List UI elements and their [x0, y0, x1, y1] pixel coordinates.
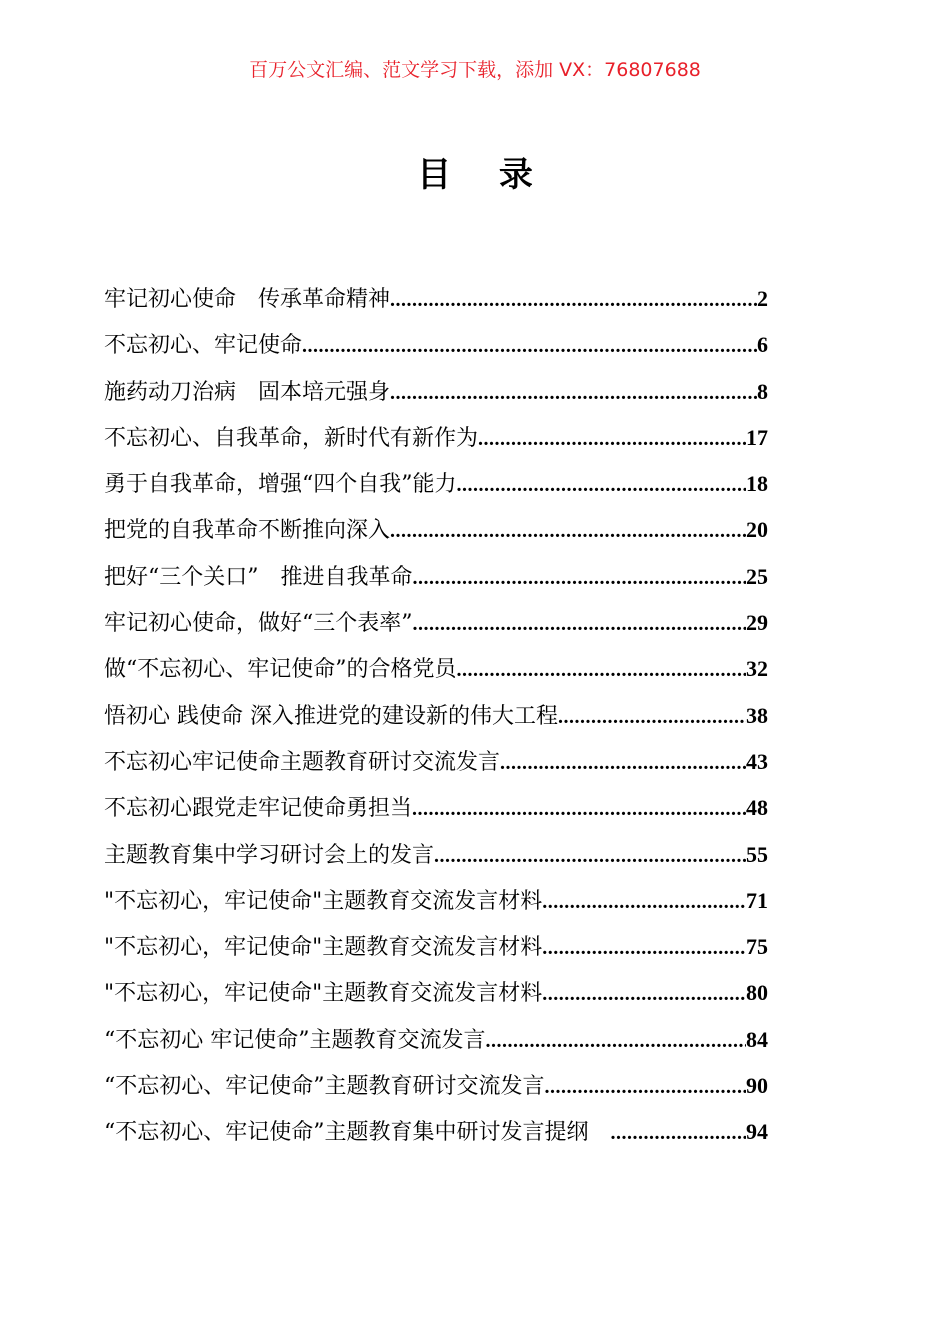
- toc-item-title: 牢记初心使命，做好“三个表率”: [104, 611, 413, 637]
- toc-item[interactable]: [104, 1115, 768, 1161]
- toc-item-title: 不忘初心跟党走牢记使命勇担当: [104, 796, 413, 822]
- toc-item[interactable]: [104, 1023, 768, 1069]
- toc-leader-dots: [457, 474, 747, 497]
- toc-item[interactable]: [104, 838, 768, 884]
- toc-item-page: 38: [746, 702, 768, 728]
- toc-item-title: “不忘初心、牢记使命”主题教育集中研讨发言提纲: [104, 1120, 611, 1146]
- toc-leader-dots: [542, 937, 746, 960]
- toc-item-page: 20: [746, 517, 768, 543]
- toc-item[interactable]: [104, 513, 768, 559]
- toc-item[interactable]: [104, 930, 768, 976]
- toc-item-title: "不忘初心，牢记使命"主题教育交流发言材料: [104, 935, 543, 961]
- toc-item[interactable]: [104, 699, 768, 745]
- toc-item-page: 8: [757, 378, 768, 404]
- toc-item-page: 90: [746, 1073, 768, 1099]
- toc-item-page: 32: [746, 656, 768, 682]
- toc-item-title: 不忘初心、牢记使命: [104, 333, 303, 359]
- toc-item-page: 84: [746, 1026, 768, 1052]
- toc-item-page: 43: [746, 748, 768, 774]
- toc-leader-dots: [478, 428, 746, 451]
- toc-item-page: 94: [746, 1119, 768, 1145]
- toc-item-page: 29: [746, 610, 768, 636]
- toc-item[interactable]: [104, 375, 768, 421]
- toc-item-title: 勇于自我革命，增强“四个自我”能力: [104, 472, 457, 498]
- toc-item-title: "不忘初心，牢记使命"主题教育交流发言材料: [104, 888, 543, 914]
- toc-item-title: 把好“三个关口” 推进自我革命: [104, 564, 413, 590]
- header-watermark-note: 百万公文汇编、范文学习下载，添加 VX：76807688: [249, 59, 701, 81]
- toc-item-page: 55: [746, 841, 768, 867]
- toc-item-page: 80: [746, 980, 768, 1006]
- toc-title: 目 录: [417, 155, 551, 195]
- toc-item[interactable]: [104, 328, 768, 374]
- toc-leader-dots: [545, 1076, 747, 1099]
- toc-item[interactable]: [104, 652, 768, 698]
- toc-leader-dots: [412, 798, 746, 821]
- toc-leader-dots: [558, 706, 746, 729]
- toc-leader-dots: [390, 520, 746, 543]
- toc-leader-dots: [390, 382, 757, 405]
- toc-item-title: 主题教育集中学习研讨会上的发言: [104, 842, 435, 868]
- toc-leader-dots: [457, 659, 747, 682]
- toc-item[interactable]: [104, 282, 768, 328]
- toc-item-title: 不忘初心牢记使命主题教育研讨交流发言: [104, 749, 501, 775]
- toc-item-title: 做“不忘初心、牢记使命”的合格党员: [104, 657, 457, 683]
- toc-item-title: “不忘初心、牢记使命”主题教育研讨交流发言: [104, 1074, 545, 1100]
- toc-item-page: 75: [746, 934, 768, 960]
- toc-item-page: 18: [746, 471, 768, 497]
- toc-leader-dots: [413, 567, 747, 590]
- toc-leader-dots: [500, 752, 746, 775]
- toc-item[interactable]: [104, 1069, 768, 1115]
- toc-item-title: 悟初心 践使命 深入推进党的建设新的伟大工程: [104, 703, 558, 729]
- toc-item[interactable]: [104, 421, 768, 467]
- toc-leader-dots: [302, 335, 757, 358]
- toc-list: [104, 282, 768, 1162]
- toc-leader-dots: [611, 1122, 747, 1145]
- toc-item[interactable]: [104, 560, 768, 606]
- toc-item[interactable]: [104, 745, 768, 791]
- toc-item-title: 施药动刀治病 固本培元强身: [104, 379, 391, 405]
- toc-item-title: “不忘初心 牢记使命”主题教育交流发言: [104, 1027, 486, 1053]
- toc-leader-dots: [413, 613, 747, 636]
- toc-item[interactable]: [104, 467, 768, 513]
- toc-leader-dots: [542, 891, 746, 914]
- toc-item-title: "不忘初心，牢记使命"主题教育交流发言材料: [104, 981, 543, 1007]
- toc-item-page: 6: [757, 332, 768, 358]
- toc-item-page: 2: [757, 286, 768, 311]
- toc-leader-dots: [542, 983, 746, 1006]
- toc-item[interactable]: [104, 976, 768, 1022]
- toc-leader-dots: [390, 289, 757, 312]
- toc-leader-dots: [486, 1030, 747, 1053]
- toc-item-page: 71: [746, 887, 768, 913]
- toc-item[interactable]: [104, 884, 768, 930]
- toc-leader-dots: [434, 845, 746, 868]
- toc-item-title: 不忘初心、自我革命，新时代有新作为: [104, 425, 479, 451]
- toc-item-page: 17: [746, 424, 768, 450]
- toc-item[interactable]: [104, 606, 768, 652]
- toc-item-page: 25: [746, 563, 768, 589]
- toc-item-page: 48: [746, 795, 768, 821]
- toc-item-title: 把党的自我革命不断推向深入: [104, 518, 391, 544]
- toc-item[interactable]: [104, 791, 768, 837]
- toc-item-title: 牢记初心使命 传承革命精神: [104, 287, 391, 312]
